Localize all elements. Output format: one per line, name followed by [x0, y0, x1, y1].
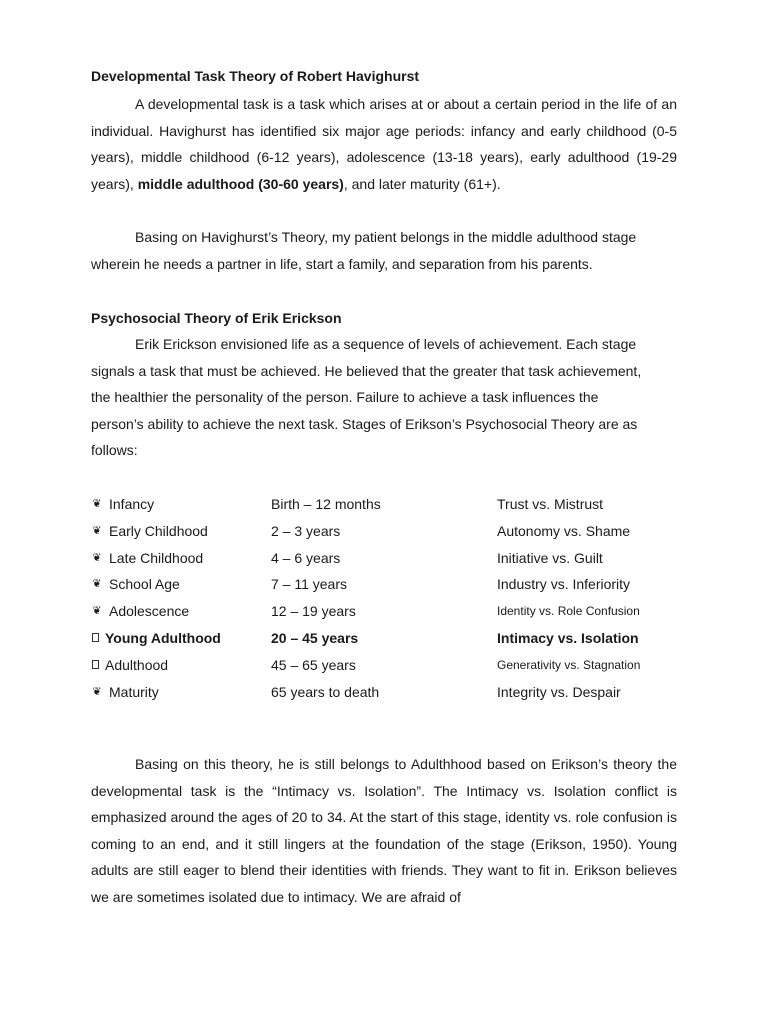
stage-age: 7 – 11 years	[271, 576, 348, 593]
havighurst-highlight: middle adulthood (30-60 years)	[137, 175, 344, 192]
sparkle-bullet-icon: ❦	[92, 685, 102, 698]
stage-name: Early Childhood	[109, 522, 208, 539]
stage-row	[91, 681, 691, 708]
section-heading-havighurst: Developmental Task Theory of Robert Havighurst	[91, 68, 420, 84]
stage-row	[91, 600, 691, 627]
stage-row	[91, 520, 691, 547]
havighurst-patient-text: Basing on Havighurst’s Theory, my patient belongs in the middle adulthood stage wherein he needs a partner in life, start a family, and separation from his parents.	[91, 229, 637, 272]
stage-row-highlighted	[91, 627, 691, 654]
sparkle-bullet-icon: ❦	[92, 605, 102, 618]
stages-table	[91, 493, 691, 707]
stage-age: 2 – 3 years	[271, 522, 341, 539]
paragraph-havighurst-intro	[91, 91, 677, 197]
stage-age: Birth – 12 months	[271, 496, 381, 512]
stage-name: School Age	[109, 576, 180, 593]
stage-row	[91, 573, 691, 600]
stage-task: Initiative vs. Guilt	[497, 549, 603, 566]
sparkle-bullet-icon: ❦	[92, 551, 102, 564]
stage-name: Maturity	[109, 683, 159, 700]
stage-age: 65 years to death	[271, 683, 380, 700]
stage-row	[91, 547, 691, 574]
stage-age: 45 – 65 years	[271, 656, 356, 673]
stage-task: Identity vs. Role Confusion	[497, 604, 640, 619]
stage-name: Adulthood	[105, 656, 169, 673]
sparkle-bullet-icon: ❦	[92, 498, 102, 510]
paragraph-erickson-intro	[91, 331, 651, 464]
stage-name: Infancy	[109, 496, 155, 512]
erickson-conclusion-text: Basing on this theory, he is still belongs to Adulthhood based on Erikson’s theory the developmental task is the “Intimacy vs. Isolation”. The Intimacy vs. Isolation conflict is emphasized around the ages of 20 to 34. At the start of this stage, identity vs. role confusion is coming to an end, and it still lingers at the foundation of the stage (Erikson, 1950). Young adults are still eager to blend their identities with friends. They want to fit in. Erikson believes we are sometimes isolated due to intimacy. We are afraid of	[91, 756, 677, 905]
stage-task: Autonomy vs. Shame	[497, 522, 631, 539]
stage-task: Trust vs. Mistrust	[497, 496, 604, 512]
stage-age: 20 – 45 years	[271, 629, 359, 646]
stage-task: Integrity vs. Despair	[497, 683, 621, 700]
empty-box-icon	[92, 660, 99, 669]
sparkle-bullet-icon: ❦	[92, 524, 102, 537]
havighurst-text-1: A developmental task is a task which arises at or about a certain period in the life of an individual. Havighurst has identified six major age periods: infancy and early childhood (0-5 years), middle childhood (6-12 years), adolescence (13-18 years), early adulthood (19-29 years),	[91, 96, 677, 192]
erickson-intro-text: Erik Erickson envisioned life as a sequence of levels of achievement. Each stage signals a task that must be achieved. He believed that the greater that task achievement, the healthier the personality of the person. Failure to achieve a task influences the person’s ability to achieve the next task. Stages of Erikson’s Psychosocial Theory are as follows:	[91, 336, 642, 458]
stage-task: Generativity vs. Stagnation	[497, 657, 641, 672]
stage-task: Industry vs. Inferiority	[497, 576, 631, 593]
stage-task: Intimacy vs. Isolation	[497, 629, 639, 646]
empty-box-icon	[92, 633, 99, 642]
stage-name: Young Adulthood	[105, 629, 221, 646]
paragraph-erickson-conclusion	[91, 751, 677, 910]
stage-name: Late Childhood	[109, 549, 204, 566]
stage-age: 4 – 6 years	[271, 549, 341, 566]
sparkle-bullet-icon: ❦	[92, 578, 102, 591]
stage-row	[91, 654, 691, 681]
stage-row	[91, 493, 691, 520]
stage-name: Adolescence	[109, 603, 190, 620]
havighurst-text-2: , and later maturity (61+).	[343, 175, 501, 192]
stage-age: 12 – 19 years	[271, 603, 356, 620]
paragraph-havighurst-patient	[91, 224, 677, 277]
section-heading-erickson: Psychosocial Theory of Erik Erickson	[91, 310, 342, 326]
